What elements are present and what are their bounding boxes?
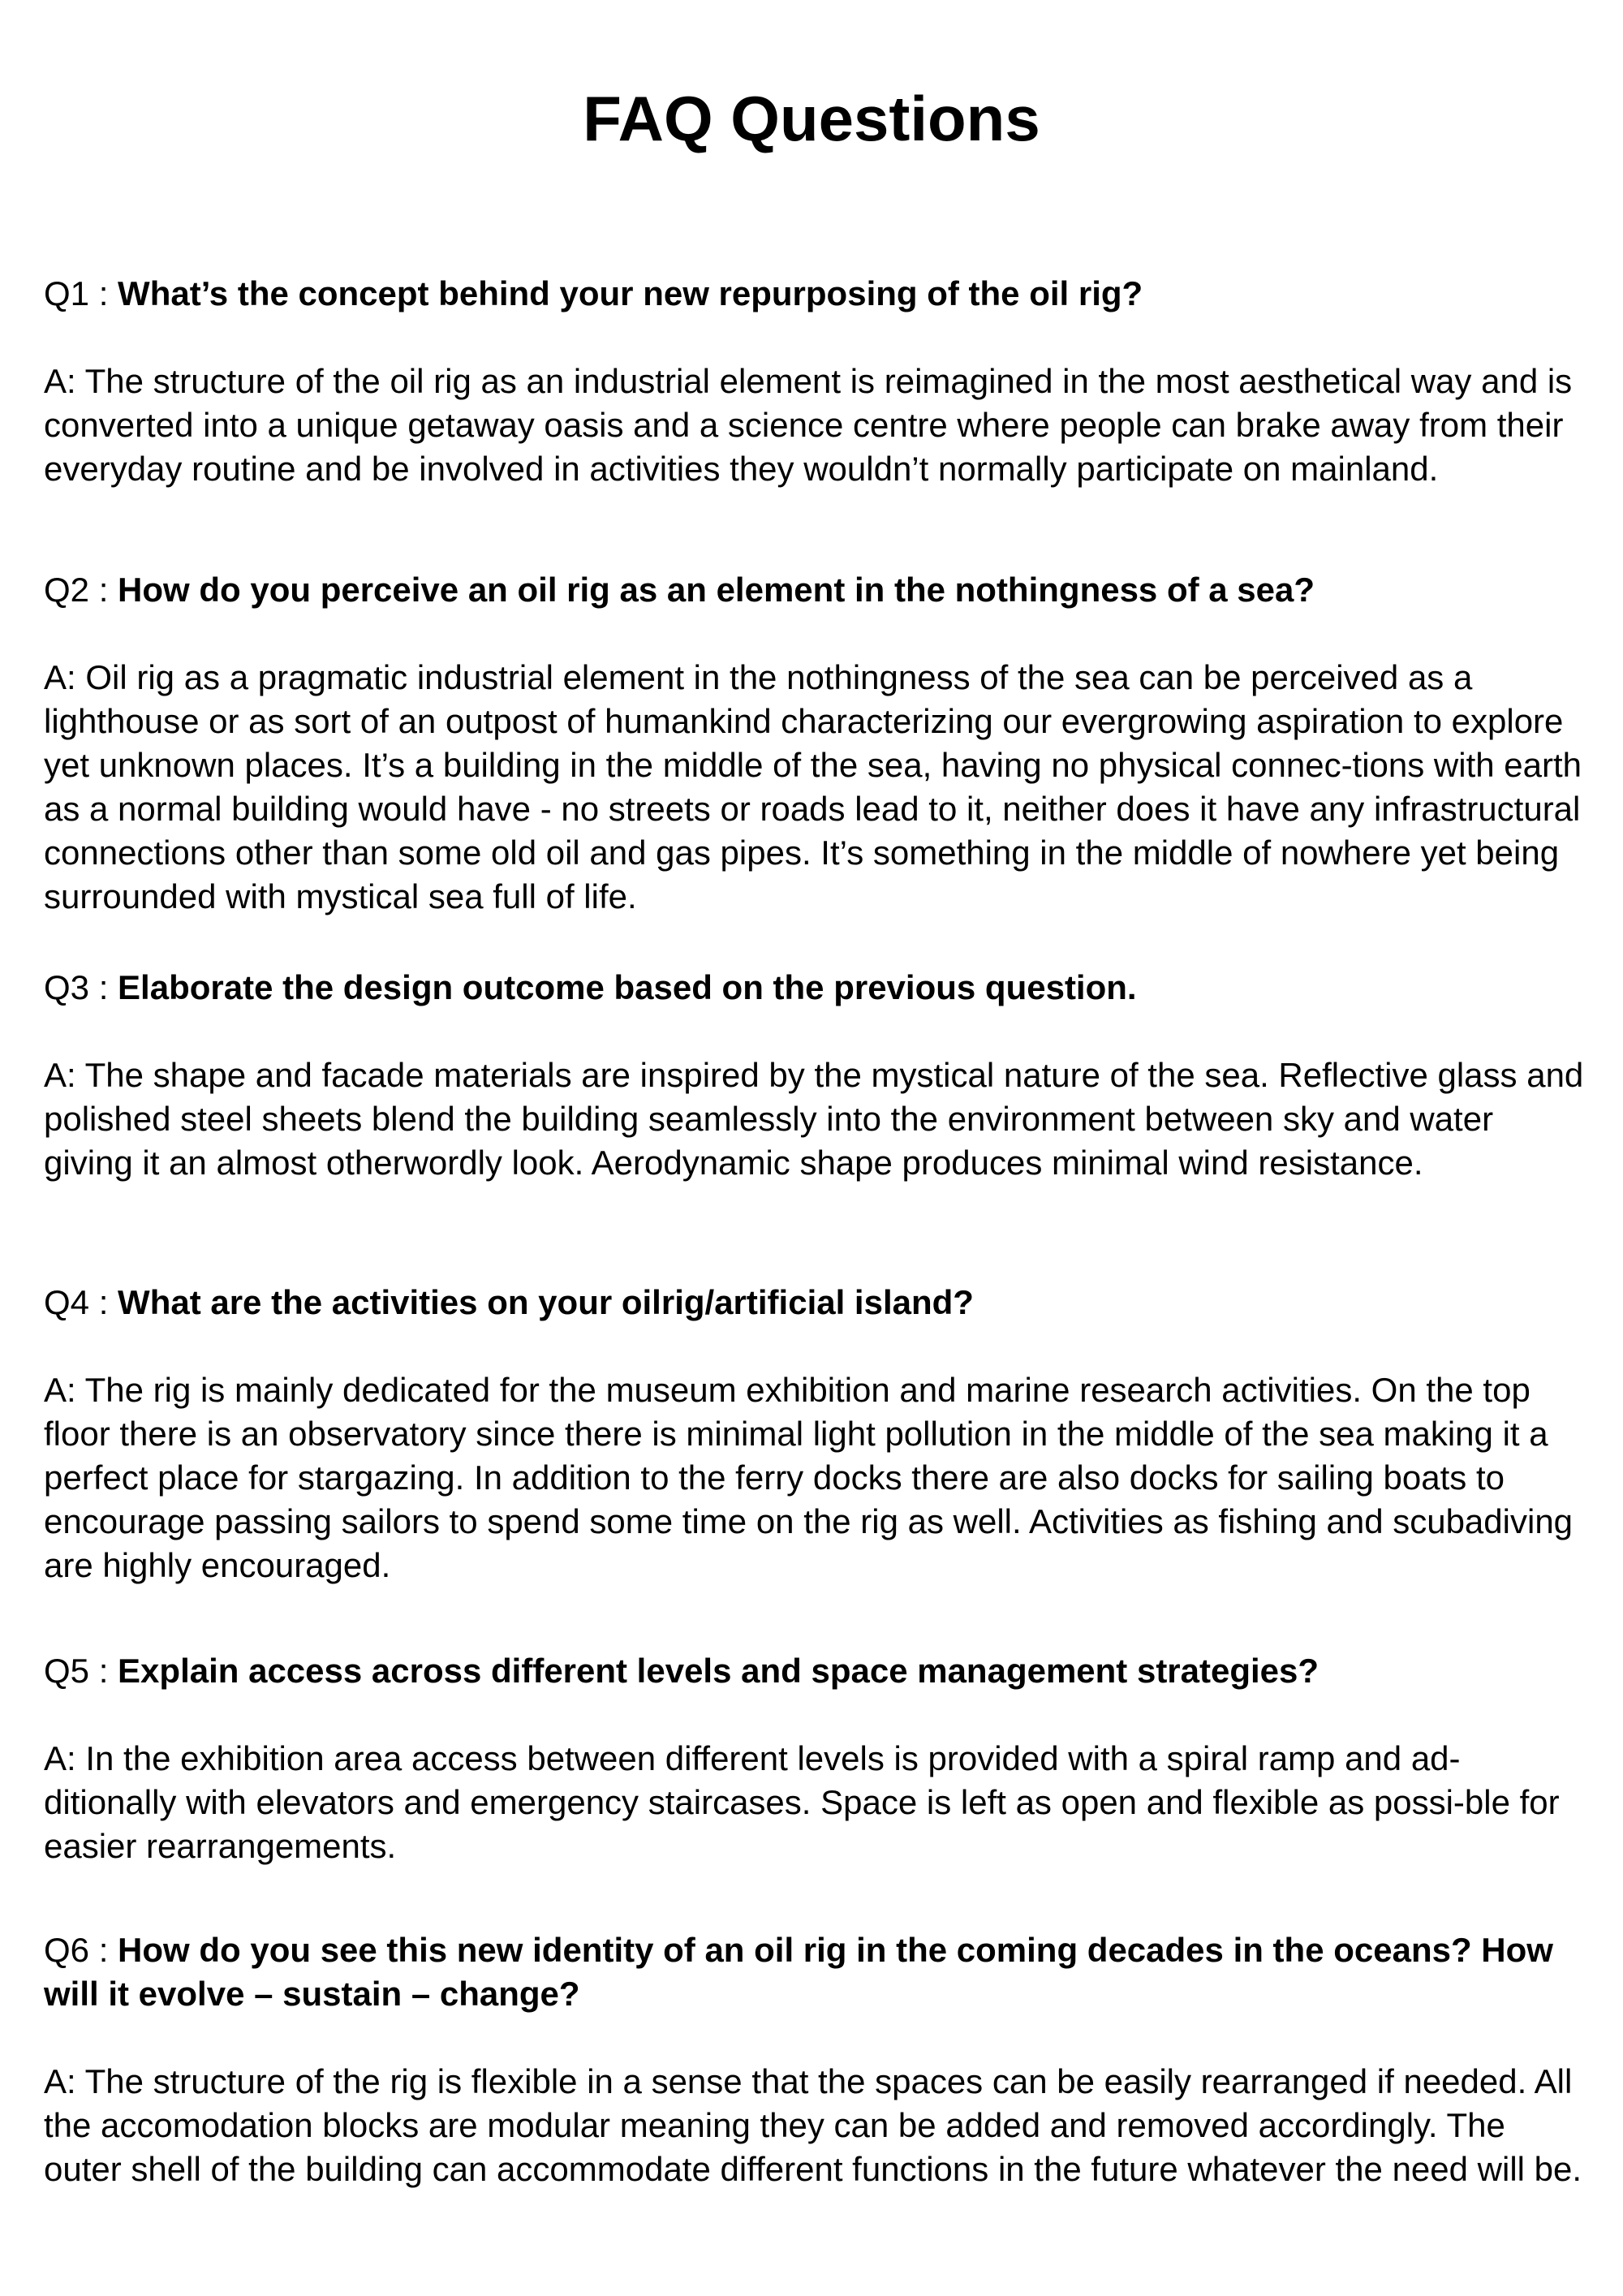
faq-question-3 xyxy=(44,966,1586,1010)
question-number: Q2 : xyxy=(44,571,118,609)
question-number: Q1 : xyxy=(44,274,118,312)
page-title: FAQ Questions xyxy=(583,83,1040,154)
question-text: Elaborate the design outcome based on the previous question. xyxy=(118,968,1137,1006)
faq-question-1 xyxy=(44,272,1586,316)
faq-question-4 xyxy=(44,1281,1586,1325)
faq-answer-5: A: In the exhibition area access between different levels is provided with a spiral ramp and ad-ditionally with elevators and emergency staircases. Space is left as open and flexible as possi-ble for easier rearrangements. xyxy=(44,1739,1560,1865)
question-number: Q3 : xyxy=(44,968,118,1006)
question-number: Q6 : xyxy=(44,1931,118,1969)
faq-question-6 xyxy=(44,1928,1586,2016)
faq-answer-6: A: The structure of the rig is flexible in a sense that the spaces can be easily rearranged if needed. All the accomodation blocks are modular meaning they can be added and removed accordingly. The outer shell of the building can accommodate different functions in the future whatever the need will be. xyxy=(44,2062,1582,2188)
question-text: What’s the concept behind your new repurposing of the oil rig? xyxy=(118,274,1143,312)
faq-answer-3: A: The shape and facade materials are inspired by the mystical nature of the sea. Reflective glass and polished steel sheets blend the building seamlessly into the environment between sky and water giving it an almost otherwordly look. Aerodynamic shape produces minimal wind resistance. xyxy=(44,1056,1584,1182)
question-text: How do you perceive an oil rig as an element in the nothingness of a sea? xyxy=(118,571,1315,609)
question-text: What are the activities on your oilrig/artificial island? xyxy=(118,1283,974,1321)
faq-answer-1: A: The structure of the oil rig as an industrial element is reimagined in the most aesthetical way and is converted into a unique getaway oasis and a science centre where people can brake away from their everyday routine and be involved in activities they wouldn’t normally participate on mainland. xyxy=(44,362,1573,488)
question-number: Q4 : xyxy=(44,1283,118,1321)
faq-question-5 xyxy=(44,1649,1586,1693)
faq-answer-4: A: The rig is mainly dedicated for the museum exhibition and marine research activities. On the top floor there is an observatory since there is minimal light pollution in the middle of the sea making it a perfect place for stargazing. In addition to the ferry docks there are also docks for sailing boats to encourage passing sailors to spend some time on the rig as well. Activities as fishing and scubadiving are highly encouraged. xyxy=(44,1371,1573,1584)
faq-question-2 xyxy=(44,568,1586,612)
question-text: Explain access across different levels and space management strategies? xyxy=(118,1652,1319,1690)
question-text: How do you see this new identity of an oil rig in the coming decades in the oceans? How will it evolve – sustain – change? xyxy=(44,1931,1553,2013)
faq-answer-2: A: Oil rig as a pragmatic industrial element in the nothingness of the sea can be perceived as a lighthouse or as sort of an outpost of humankind characterizing our evergrowing aspiration to explore yet unknown places. It’s a building in the middle of the sea, having no physical connec-tions with earth as a normal building would have - no streets or roads lead to it, neither does it have any infrastructural connections other than some old oil and gas pipes. It’s something in the middle of nowhere yet being surrounded with mystical sea full of life. xyxy=(44,658,1582,915)
question-number: Q5 : xyxy=(44,1652,118,1690)
